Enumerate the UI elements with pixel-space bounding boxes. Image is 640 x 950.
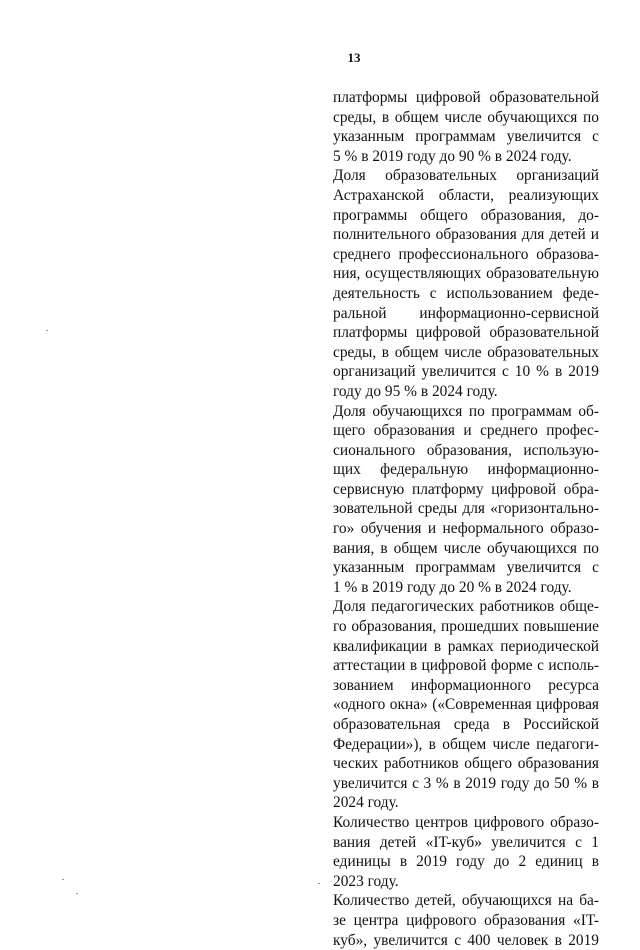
text-line: Доля педагогических работников обще- [333, 598, 599, 616]
page-number: 13 [347, 50, 361, 65]
text-line: ральной информационно-сервисной [333, 304, 599, 322]
text-line: щих федеральную информационно- [333, 461, 599, 479]
text-line: Федерации»), в общем числе педагоги- [333, 735, 599, 753]
text-line: среднего профессионального образова- [333, 245, 599, 263]
text-line: среды, в общем числе обучающихся по [333, 108, 599, 126]
text-line: аттестации в цифровой форме с исполь- [333, 657, 599, 675]
paragraph [333, 402, 599, 598]
text-line: го образования, прошедших повышение [333, 618, 599, 636]
text-line: образовательная среда в Российской [333, 716, 599, 733]
text-line: среды, в общем числе образовательных [333, 343, 599, 361]
text-line: сервисную платформу цифровой обра- [333, 480, 599, 498]
text-line: платформы цифровой образовательной [333, 89, 599, 106]
text-line: зе центра цифрового образования «IT- [333, 911, 599, 929]
text-line: квалификации в рамках периодической [333, 637, 599, 655]
text-line: указанным программам увеличится с [333, 128, 599, 146]
text-line: Количество центров цифрового образо- [333, 813, 599, 831]
scan-speck [46, 330, 48, 331]
text-line: Доля образовательных организаций [333, 167, 599, 185]
text-line: вания детей «IT-куб» увеличится с 1 [333, 833, 599, 851]
text-line: году до 95 % в 2024 году. [333, 382, 498, 400]
paragraph [333, 88, 599, 166]
text-line: 5 % в 2019 году до 90 % в 2024 году. [333, 147, 572, 165]
text-line: платформы цифровой образовательной [333, 324, 599, 342]
paragraph [333, 813, 599, 891]
text-line: го» обучения и неформального образо- [333, 520, 599, 538]
paragraph [333, 597, 599, 813]
paragraph [333, 166, 599, 401]
paragraph [333, 891, 599, 950]
text-line: Доля обучающихся по программам об- [333, 402, 599, 420]
text-line: 1 % в 2019 году до 20 % в 2024 году. [333, 578, 572, 596]
text-line: куб», увеличится с 400 человек в 2019 [333, 931, 599, 949]
text-line: указанным программам увеличится с [333, 559, 599, 577]
scan-speck [62, 879, 64, 880]
text-line: сионального образования, использую- [333, 441, 599, 459]
text-line: Количество детей, обучающихся на ба- [333, 892, 599, 910]
text-line: «одного окна» («Современная цифровая [333, 696, 599, 714]
text-line: ческих работников общего образования [333, 755, 599, 773]
text-line: единицы в 2019 году до 2 единиц в [333, 853, 599, 871]
text-line: ния, осуществляющих образовательную [333, 265, 599, 283]
document-body [333, 88, 599, 950]
text-line: организаций увеличится с 10 % в 2019 [333, 363, 599, 381]
text-line: программы общего образования, до- [333, 206, 599, 224]
text-line: щего образования и среднего профес- [333, 422, 599, 440]
text-line: 2023 году. [333, 872, 399, 890]
text-line: деятельность с использованием феде- [333, 284, 599, 302]
scan-speck [76, 893, 78, 894]
text-line: вания, в общем числе обучающихся по [333, 539, 599, 557]
text-line: увеличится с 3 % в 2019 году до 50 % в [333, 774, 599, 792]
text-line: полнительного образования для детей и [333, 226, 599, 244]
text-line: Астраханской области, реализующих [333, 186, 599, 204]
text-line: 2024 году. [333, 794, 399, 812]
scan-speck [318, 883, 320, 884]
text-line: зованием информационного ресурса [333, 676, 599, 694]
text-line: зовательной среды для «горизонтально- [333, 500, 599, 518]
